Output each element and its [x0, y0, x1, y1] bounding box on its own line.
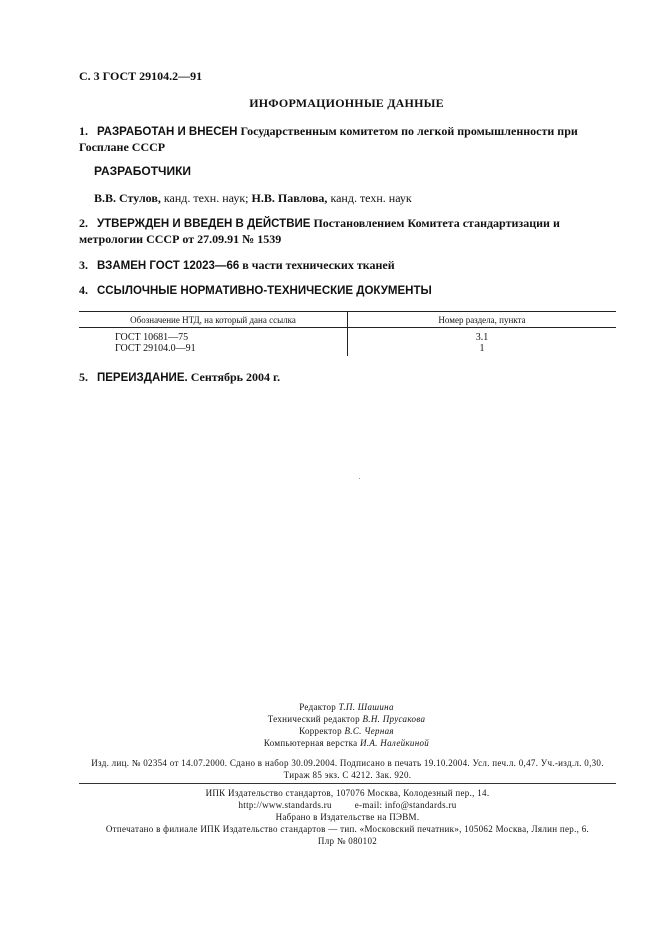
print-info-line-1: Изд. лиц. № 02354 от 14.07.2000. Сдано в набор 30.09.2004. Подписано в печать 19.10.2004. Усл. печ.л. 0,47. Уч.-изд.л. 0,30.: [91, 758, 604, 768]
divider: [79, 783, 616, 784]
section-1-lead: РАЗРАБОТАН И ВНЕСЕН: [97, 126, 238, 138]
credit-layout: Компьютерная верстка И.А. Налейкиной: [263, 738, 430, 748]
page-title: ИНФОРМАЦИОННЫЕ ДАННЫЕ: [249, 96, 444, 110]
section-2-number: 2.: [79, 216, 88, 230]
credit-tech-editor: Технический редактор В.Н. Прусакова: [267, 714, 426, 724]
developers-list: [94, 191, 412, 206]
table-row: [79, 343, 616, 356]
imprint-printed: Отпечатано в филиале ИПК Издательство стандартов — тип. «Московский печатник», 105062 Москва, Лялин пер., 6.: [105, 824, 590, 834]
developer-name-2: Н.В. Павлова,: [251, 191, 328, 205]
section-3-lead: ВЗАМЕН ГОСТ 12023—66: [97, 260, 240, 272]
section-2-text: Постановлением Комитета стандартизации и метрологии СССР от 27.09.91 № 1539: [79, 216, 560, 246]
table-header-row: [79, 312, 616, 328]
section-5: [79, 370, 619, 386]
developer-degree-1: канд. техн. наук;: [163, 191, 249, 205]
section-3-number: 3.: [79, 258, 88, 272]
imprint-license: Плр № 080102: [317, 836, 378, 846]
credit-corrector: Корректор В.С. Черная: [299, 726, 394, 736]
section-4: [79, 283, 619, 299]
table-cell-section: 3.1: [475, 332, 489, 343]
imprint-website-link[interactable]: http://www.standards.ru: [238, 800, 332, 810]
table-row: [79, 328, 616, 344]
table-cell-doc: ГОСТ 10681—75: [79, 328, 348, 344]
credits-block: [0, 701, 661, 749]
section-1: [79, 124, 619, 155]
section-2-lead: УТВЕРЖДЕН И ВВЕДЕН В ДЕЙСТВИЕ: [97, 218, 311, 230]
developer-degree-2: канд. техн. наук: [330, 191, 412, 205]
section-5-text: Сентябрь 2004 г.: [190, 370, 281, 384]
imprint-contacts: [79, 799, 616, 811]
section-1-text: Государственным комитетом по легкой промышленности при Госплане СССР: [79, 124, 578, 154]
section-1-number: 1.: [79, 124, 88, 138]
table-col-doc-header: Обозначение НТД, на который дана ссылка: [79, 312, 348, 328]
table-cell-doc: ГОСТ 29104.0—91: [79, 343, 348, 356]
table-cell-section: 1: [479, 343, 485, 354]
section-2: [79, 216, 619, 247]
reference-table: [79, 311, 616, 356]
credit-editor: Редактор Т.П. Шашина: [299, 702, 394, 712]
section-3: [79, 258, 619, 274]
developer-name-1: В.В. Стулов,: [94, 191, 161, 205]
decorative-dot: [359, 478, 360, 479]
developers-heading: РАЗРАБОТЧИКИ: [94, 164, 192, 178]
imprint-publisher: ИПК Издательство стандартов, 107076 Москва, Колодезный пер., 14.: [205, 788, 490, 798]
imprint-email-link[interactable]: e-mail: info@standards.ru: [354, 800, 457, 810]
section-3-text: в части технических тканей: [242, 258, 395, 272]
section-5-number: 5.: [79, 370, 88, 384]
table-col-section-header: Номер раздела, пункта: [348, 312, 617, 328]
page-header: С. 3 ГОСТ 29104.2—91: [79, 69, 203, 83]
imprint-typeset: Набрано в Издательстве на ПЭВМ.: [275, 812, 420, 822]
imprint-block: [79, 787, 616, 847]
print-info-line-2: Тираж 85 экз. С 4212. Зак. 920.: [283, 770, 412, 780]
section-5-lead: ПЕРЕИЗДАНИЕ.: [97, 372, 188, 384]
section-4-number: 4.: [79, 283, 88, 297]
section-4-lead: ССЫЛОЧНЫЕ НОРМАТИВНО-ТЕХНИЧЕСКИЕ ДОКУМЕНТЫ: [97, 285, 432, 297]
print-info: [79, 757, 616, 781]
